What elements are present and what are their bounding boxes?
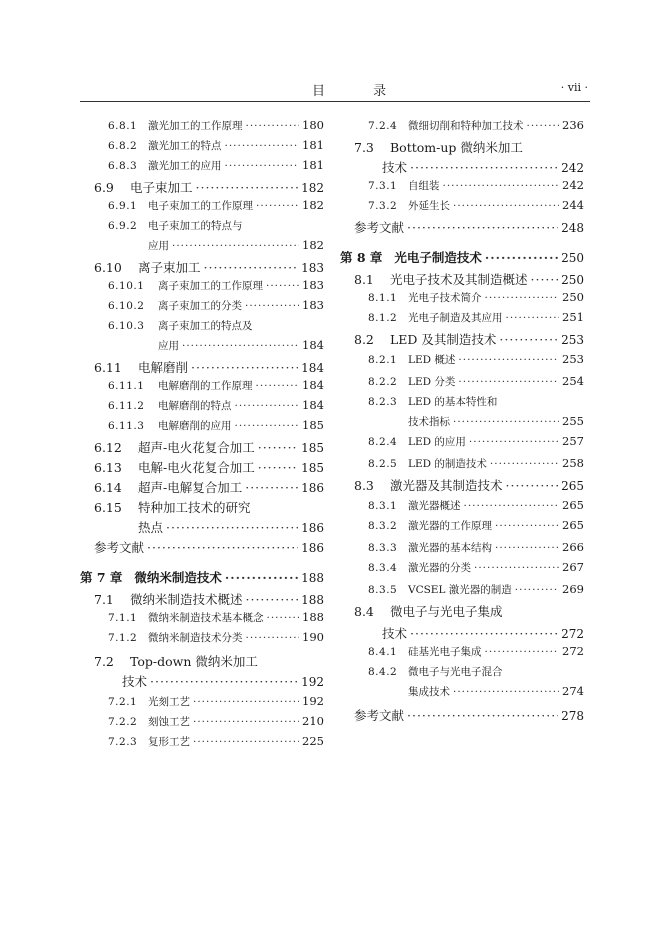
dot-leader <box>474 562 559 574</box>
dot-leader <box>267 612 300 624</box>
toc-entry[interactable] <box>80 590 324 608</box>
dot-leader <box>453 686 559 698</box>
dot-leader <box>485 292 560 304</box>
toc-entry-number: 6.10.2 <box>108 300 145 312</box>
toc-entry-title: 应用 <box>158 340 179 352</box>
toc-entry-title: 参考文献 <box>94 540 145 555</box>
toc-entry-page: 182 <box>301 181 324 195</box>
dot-leader <box>225 140 300 152</box>
toc-entry[interactable] <box>340 310 584 325</box>
toc-entry-title: LED 分类 <box>408 376 456 388</box>
toc-entry-page: 265 <box>561 479 584 493</box>
toc-entry-number: 第 7 章 <box>80 570 123 585</box>
toc-entry[interactable] <box>340 352 584 367</box>
toc-entry-title: 光电子制造及其应用 <box>408 312 503 324</box>
toc-entry[interactable] <box>340 394 584 409</box>
dot-leader <box>235 420 300 432</box>
toc-entry-title: 技术 <box>382 626 408 641</box>
toc-entry-title: 电解磨削的应用 <box>158 420 232 432</box>
toc-entry-page: 188 <box>301 571 324 585</box>
toc-entry-title: 激光器的工作原理 <box>408 520 492 532</box>
toc-entry[interactable] <box>80 652 324 670</box>
dot-leader <box>256 200 299 212</box>
toc-entry-page: 181 <box>302 138 324 152</box>
page-header <box>80 78 590 100</box>
toc-entry[interactable] <box>340 476 584 494</box>
toc-entry-page: 186 <box>301 521 324 535</box>
header-rule <box>80 101 590 102</box>
dot-leader <box>490 458 559 470</box>
toc-entry-page: 210 <box>302 714 324 728</box>
toc-entry-number: 8.3.3 <box>368 542 398 554</box>
toc-entry[interactable] <box>80 694 324 709</box>
toc-entry-page: 183 <box>302 278 324 292</box>
toc-entry-title: 微纳米制造技术基本概念 <box>148 612 264 624</box>
toc-entry-number: 7.1.1 <box>108 612 138 624</box>
toc-entry[interactable] <box>340 540 584 555</box>
toc-entry[interactable] <box>340 138 584 156</box>
toc-entry-page: 251 <box>562 310 584 324</box>
dot-leader <box>499 332 558 347</box>
toc-entry-title: 激光加工的应用 <box>148 160 222 172</box>
toc-entry-number: 8.2.3 <box>368 396 398 408</box>
toc-entry-number: 8.2 <box>354 332 374 347</box>
toc-entry-number: 8.1.2 <box>368 312 398 324</box>
toc-entry-title: 光刻工艺 <box>148 696 190 708</box>
toc-entry-title: 电子束加工的特点与 <box>148 220 243 232</box>
toc-entry-title: 离子束加工 <box>138 260 201 275</box>
toc-entry-page: 192 <box>302 694 324 708</box>
toc-entry[interactable] <box>340 374 584 389</box>
toc-entry[interactable] <box>80 610 324 625</box>
toc-entry[interactable] <box>80 672 324 690</box>
toc-entry-title: 集成技术 <box>408 686 450 698</box>
dot-leader <box>258 460 298 475</box>
toc-entry-title: 刻蚀工艺 <box>148 716 190 728</box>
toc-entry-number: 8.4 <box>354 604 374 619</box>
toc-entry-number: 第 8 章 <box>340 250 383 265</box>
toc-entry-title: 技术 <box>122 674 148 689</box>
toc-entry[interactable] <box>80 318 324 333</box>
toc-entry-number: 6.13 <box>94 460 122 475</box>
toc-entry[interactable] <box>340 118 584 133</box>
toc-entry-number: 7.2 <box>94 654 114 669</box>
toc-entry-title: 微电子与光电子混合 <box>408 666 503 678</box>
dot-leader <box>407 220 558 235</box>
toc-entry-title: 特种加工技术的研究 <box>138 500 251 515</box>
toc-entry-page: 183 <box>301 261 324 275</box>
toc-entry-number: 6.9.1 <box>108 200 138 212</box>
toc-entry-title: 参考文献 <box>354 708 405 723</box>
toc-entry-title: 离子束加工的特点及 <box>158 320 253 332</box>
toc-entry-page: 250 <box>561 251 584 265</box>
dot-leader <box>410 626 558 641</box>
toc-entry-page: 274 <box>562 684 584 698</box>
toc-entry-number: 8.4.1 <box>368 646 398 658</box>
toc-entry[interactable] <box>340 456 584 471</box>
toc-entry-page: 183 <box>302 298 324 312</box>
toc-entry[interactable] <box>340 582 584 597</box>
toc-entry-title: 离子束加工的工作原理 <box>158 280 263 292</box>
toc-entry-number: 6.11.3 <box>108 420 145 432</box>
dot-leader <box>531 272 559 287</box>
dot-leader <box>443 180 560 192</box>
toc-entry[interactable] <box>80 630 324 645</box>
toc-entry-number: 8.1 <box>354 272 374 287</box>
toc-entry-title: 激光器的分类 <box>408 562 471 574</box>
toc-entry[interactable] <box>340 290 584 305</box>
toc-entry-page: 266 <box>562 540 584 554</box>
toc-entry-title: 激光器的基本结构 <box>408 542 492 554</box>
toc-entry-title: 微纳米制造技术概述 <box>130 592 243 607</box>
toc-entry-number: 8.1.1 <box>368 292 398 304</box>
toc-entry[interactable] <box>340 602 584 620</box>
dot-leader <box>147 540 298 555</box>
toc-entry-title: 离子束加工的分类 <box>158 300 242 312</box>
toc-entry[interactable] <box>80 338 324 353</box>
toc-entry-title: 技术指标 <box>408 416 450 428</box>
toc-entry-title: 微纳米制造技术 <box>134 570 222 585</box>
toc-entry-number: 6.15 <box>94 500 122 515</box>
toc-entry-number: 8.2.1 <box>368 354 398 366</box>
toc-entry-page: 248 <box>561 221 584 235</box>
toc-entry-number: 8.2.2 <box>368 376 398 388</box>
toc-entry-number: 8.3.4 <box>368 562 398 574</box>
dot-leader <box>453 200 559 212</box>
toc-entry[interactable] <box>80 714 324 729</box>
toc-entry[interactable] <box>340 664 584 679</box>
toc-entry-title: LED 的基本特性和 <box>408 396 498 408</box>
toc-entry-title: LED 及其制造技术 <box>390 332 497 347</box>
toc-entry-title: 外延生长 <box>408 200 450 212</box>
toc-entry-title: 光电子制造技术 <box>394 250 482 265</box>
toc-entry[interactable] <box>80 538 324 556</box>
toc-entry-page: 244 <box>562 198 584 212</box>
toc-entry-number: 6.8.2 <box>108 140 138 152</box>
dot-leader <box>235 400 300 412</box>
toc-entry-number: 6.9 <box>94 180 114 195</box>
toc-entry-page: 184 <box>301 361 324 375</box>
toc-entry-page: 269 <box>562 582 584 596</box>
toc-entry-number: 6.11 <box>94 360 122 375</box>
dot-leader <box>458 376 559 388</box>
dot-leader <box>172 240 299 252</box>
toc-entry[interactable] <box>80 378 324 393</box>
toc-entry-title: 激光加工的工作原理 <box>148 120 243 132</box>
dot-leader <box>245 300 299 312</box>
toc-entry-number: 7.2.2 <box>108 716 138 728</box>
toc-entry-title: 微电子与光电子集成 <box>390 604 503 619</box>
toc-entry-number: 8.3.5 <box>368 584 398 596</box>
toc-entry[interactable] <box>80 198 324 213</box>
toc-entry-page: 181 <box>302 158 324 172</box>
toc-entry[interactable] <box>80 418 324 433</box>
toc-entry-page: 278 <box>561 709 584 723</box>
dot-leader <box>225 570 298 585</box>
toc-entry[interactable] <box>80 734 324 749</box>
toc-entry-number: 6.8.1 <box>108 120 138 132</box>
toc-entry[interactable] <box>80 518 324 536</box>
toc-entry-title: 电解磨削的特点 <box>158 400 232 412</box>
dot-leader <box>515 584 559 596</box>
toc-entry-title: 微纳米制造技术分类 <box>148 632 243 644</box>
toc-entry-page: 182 <box>302 238 324 252</box>
dot-leader <box>258 440 298 455</box>
toc-entry[interactable] <box>80 458 324 476</box>
toc-entry-number: 6.10.3 <box>108 320 145 332</box>
toc-entry[interactable] <box>340 706 584 724</box>
dot-leader <box>196 180 299 195</box>
toc-entry-number: 6.11.1 <box>108 380 145 392</box>
toc-entry[interactable] <box>340 684 584 699</box>
dot-leader <box>495 520 559 532</box>
toc-entry-title: 微细切削和特种加工技术 <box>408 120 524 132</box>
toc-entry-title: 电解-电火花复合加工 <box>138 460 255 475</box>
dot-leader <box>150 674 298 689</box>
toc-entry-page: 267 <box>562 560 584 574</box>
toc-entry-number: 7.3.2 <box>368 200 398 212</box>
toc-entry-title: 参考文献 <box>354 220 405 235</box>
dot-leader <box>407 708 558 723</box>
toc-entry[interactable] <box>80 438 324 456</box>
toc-entry[interactable] <box>80 258 324 276</box>
toc-entry-number: 7.3 <box>354 140 374 155</box>
toc-entry-page: 188 <box>301 593 324 607</box>
toc-entry-number: 8.4.2 <box>368 666 398 678</box>
toc-entry-title: Bottom-up 微纳米加工 <box>390 140 523 155</box>
dot-leader <box>506 312 560 324</box>
toc-entry-page: 242 <box>561 161 584 175</box>
toc-entry[interactable] <box>340 624 584 642</box>
dot-leader <box>225 160 300 172</box>
toc-entry[interactable] <box>80 498 324 516</box>
toc-entry-number: 8.2.4 <box>368 436 398 448</box>
dot-leader <box>191 360 298 375</box>
toc-entry-page: 250 <box>561 273 584 287</box>
toc-entry-title: 自组装 <box>408 180 440 192</box>
toc-entry-page: 257 <box>562 434 584 448</box>
dot-leader <box>193 736 299 748</box>
toc-entry-number: 8.2.5 <box>368 458 398 470</box>
toc-entry-page: 253 <box>561 333 584 347</box>
toc-entry-page: 184 <box>302 378 324 392</box>
toc-entry-title: 光电子技术及其制造概述 <box>390 272 528 287</box>
header-title: 目 录 <box>312 84 409 99</box>
toc-entry[interactable] <box>340 560 584 575</box>
toc-entry[interactable] <box>80 138 324 153</box>
dot-leader <box>166 520 298 535</box>
toc-entry-page: 225 <box>302 734 324 748</box>
toc-entry[interactable] <box>340 218 584 236</box>
toc-entry-number: 6.9.2 <box>108 220 138 232</box>
toc-entry-number: 7.1 <box>94 592 114 607</box>
dot-leader <box>182 340 299 352</box>
toc-entry[interactable] <box>80 158 324 173</box>
dot-leader <box>266 280 299 292</box>
toc-entry-title: 复形工艺 <box>148 736 190 748</box>
dot-leader <box>410 160 558 175</box>
toc-entry-title: VCSEL 激光器的制造 <box>408 584 512 596</box>
toc-entry[interactable] <box>340 434 584 449</box>
toc-entry-page: 190 <box>302 630 324 644</box>
dot-leader <box>193 696 299 708</box>
toc-entry-title: 热点 <box>138 520 164 535</box>
toc-entry-page: 186 <box>301 481 324 495</box>
toc-entry-page: 253 <box>562 352 584 366</box>
toc-entry-number: 6.10 <box>94 260 122 275</box>
toc-entry-page: 250 <box>562 290 584 304</box>
toc-entry-page: 272 <box>562 644 584 658</box>
toc-entry-title: 激光器及其制造技术 <box>390 478 503 493</box>
dot-leader <box>204 260 299 275</box>
toc-entry-title: 电解磨削的工作原理 <box>158 380 253 392</box>
toc-entry-title: 硅基光电子集成 <box>408 646 482 658</box>
toc-entry-title: Top-down 微纳米加工 <box>130 654 258 669</box>
toc-entry[interactable] <box>340 414 584 429</box>
toc-entry[interactable] <box>340 518 584 533</box>
toc-entry-number: 8.3.1 <box>368 500 398 512</box>
toc-entry[interactable] <box>80 478 324 496</box>
toc-entry-page: 184 <box>302 338 324 352</box>
dot-leader <box>453 416 559 428</box>
dot-leader <box>256 380 300 392</box>
toc-entry-page: 236 <box>562 118 584 132</box>
toc-entry-number: 7.1.2 <box>108 632 138 644</box>
toc-entry-title: 激光加工的特点 <box>148 140 222 152</box>
toc-entry-title: 技术 <box>382 160 408 175</box>
toc-entry-page: 265 <box>562 518 584 532</box>
dot-leader <box>246 592 299 607</box>
toc-entry[interactable] <box>80 358 324 376</box>
dot-leader <box>485 646 560 658</box>
toc-entry[interactable] <box>80 398 324 413</box>
toc-entry-title: 电子束加工 <box>130 180 193 195</box>
toc-entry-title: 电子束加工的工作原理 <box>148 200 253 212</box>
dot-leader <box>506 478 559 493</box>
dot-leader <box>458 354 559 366</box>
dot-leader <box>193 716 299 728</box>
dot-leader <box>245 480 298 495</box>
toc-entry[interactable] <box>80 568 324 586</box>
toc-entry-page: 184 <box>302 398 324 412</box>
toc-entry-title: 超声-电火花复合加工 <box>138 440 255 455</box>
toc-entry[interactable] <box>340 248 584 266</box>
toc-entry-page: 185 <box>301 441 324 455</box>
toc-entry-page: 180 <box>302 118 324 132</box>
dot-leader <box>469 436 559 448</box>
toc-entry-title: 超声-电解复合加工 <box>138 480 243 495</box>
toc-entry[interactable] <box>340 644 584 659</box>
toc-entry[interactable] <box>80 278 324 293</box>
toc-entry-title: LED 概述 <box>408 354 456 366</box>
toc-entry[interactable] <box>340 498 584 513</box>
toc-entry-number: 8.3.2 <box>368 520 398 532</box>
toc-entry-page: 255 <box>562 414 584 428</box>
dot-leader <box>527 120 560 132</box>
toc-entry-title: 激光器概述 <box>408 500 461 512</box>
toc-entry[interactable] <box>340 178 584 193</box>
toc-entry-page: 182 <box>302 198 324 212</box>
toc-entry[interactable] <box>340 270 584 288</box>
toc-entry-page: 185 <box>301 461 324 475</box>
toc-entry-page: 188 <box>302 610 324 624</box>
toc-entry[interactable] <box>340 198 584 213</box>
toc-entry-number: 7.2.1 <box>108 696 138 708</box>
dot-leader <box>485 250 558 265</box>
toc-entry-title: LED 的制造技术 <box>408 458 487 470</box>
dot-leader <box>464 500 560 512</box>
toc-entry-page: 258 <box>562 456 584 470</box>
toc-entry-page: 254 <box>562 374 584 388</box>
toc-entry-number: 6.14 <box>94 480 122 495</box>
header-page-number: · vii · <box>560 81 588 94</box>
toc-entry-page: 192 <box>301 675 324 689</box>
toc-entry[interactable] <box>80 218 324 233</box>
toc-entry-number: 6.8.3 <box>108 160 138 172</box>
toc-entry-page: 272 <box>561 627 584 641</box>
toc-entry-page: 185 <box>302 418 324 432</box>
toc-entry-page: 186 <box>301 541 324 555</box>
dot-leader <box>246 632 300 644</box>
toc-entry-number: 7.2.4 <box>368 120 398 132</box>
toc-entry[interactable] <box>80 118 324 133</box>
toc-entry-page: 242 <box>562 178 584 192</box>
toc-entry[interactable] <box>340 330 584 348</box>
toc-entry-title: 应用 <box>148 240 169 252</box>
toc-entry-number: 6.12 <box>94 440 122 455</box>
toc-entry-number: 8.3 <box>354 478 374 493</box>
toc-entry-title: 光电子技术简介 <box>408 292 482 304</box>
toc-entry-page: 265 <box>562 498 584 512</box>
dot-leader <box>495 542 559 554</box>
toc-entry[interactable] <box>80 298 324 313</box>
toc-entry-title: LED 的应用 <box>408 436 466 448</box>
toc-entry[interactable] <box>80 178 324 196</box>
toc-entry-number: 7.2.3 <box>108 736 138 748</box>
toc-entry[interactable] <box>340 158 584 176</box>
dot-leader <box>246 120 300 132</box>
toc-entry-number: 6.10.1 <box>108 280 145 292</box>
toc-entry-number: 7.3.1 <box>368 180 398 192</box>
toc-entry[interactable] <box>80 238 324 253</box>
toc-entry-number: 6.11.2 <box>108 400 145 412</box>
toc-entry-title: 电解磨削 <box>138 360 189 375</box>
